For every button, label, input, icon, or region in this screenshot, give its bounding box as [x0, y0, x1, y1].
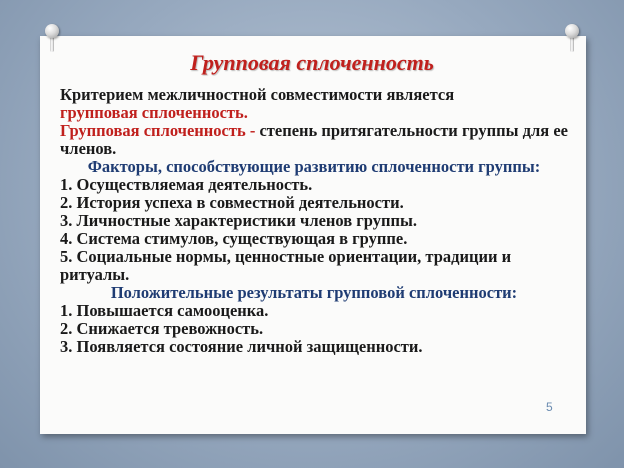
factor-item: 1. Осуществляемая деятельность.	[60, 175, 313, 194]
result-item: 3. Появляется состояние личной защищенности.	[60, 337, 423, 356]
result-item: 2. Снижается тревожность.	[60, 319, 264, 338]
definition-dash: -	[245, 121, 260, 140]
definition-term: Групповая сплоченность	[60, 121, 246, 140]
definition	[60, 122, 568, 158]
factor-item: 5. Социальные нормы, ценностные ориентации, традиции и ритуалы.	[60, 247, 512, 284]
pushpin-icon	[565, 24, 579, 50]
pushpin-icon	[45, 24, 59, 50]
factor-item: 4. Система стимулов, существующая в группе.	[60, 229, 408, 248]
result-item: 1. Повышается самооценка.	[60, 301, 269, 320]
slide-body	[60, 86, 568, 356]
intro-text: Критерием межличностной совместимости является	[60, 85, 455, 104]
intro-line	[60, 86, 568, 122]
factors-heading: Факторы, способствующие развитию сплоченности группы:	[87, 157, 541, 176]
intro-highlight: групповая сплоченность.	[60, 103, 248, 122]
results-heading: Положительные результаты групповой сплоченности:	[110, 283, 518, 302]
factor-item: 2. История успеха в совместной деятельности.	[60, 193, 404, 212]
slide-number: 5	[546, 400, 553, 414]
definition-text: степень притягательности группы для ее членов.	[60, 121, 568, 158]
slide-title: Групповая сплоченность	[190, 50, 434, 75]
factor-item: 3. Личностные характеристики членов группы.	[60, 211, 418, 230]
